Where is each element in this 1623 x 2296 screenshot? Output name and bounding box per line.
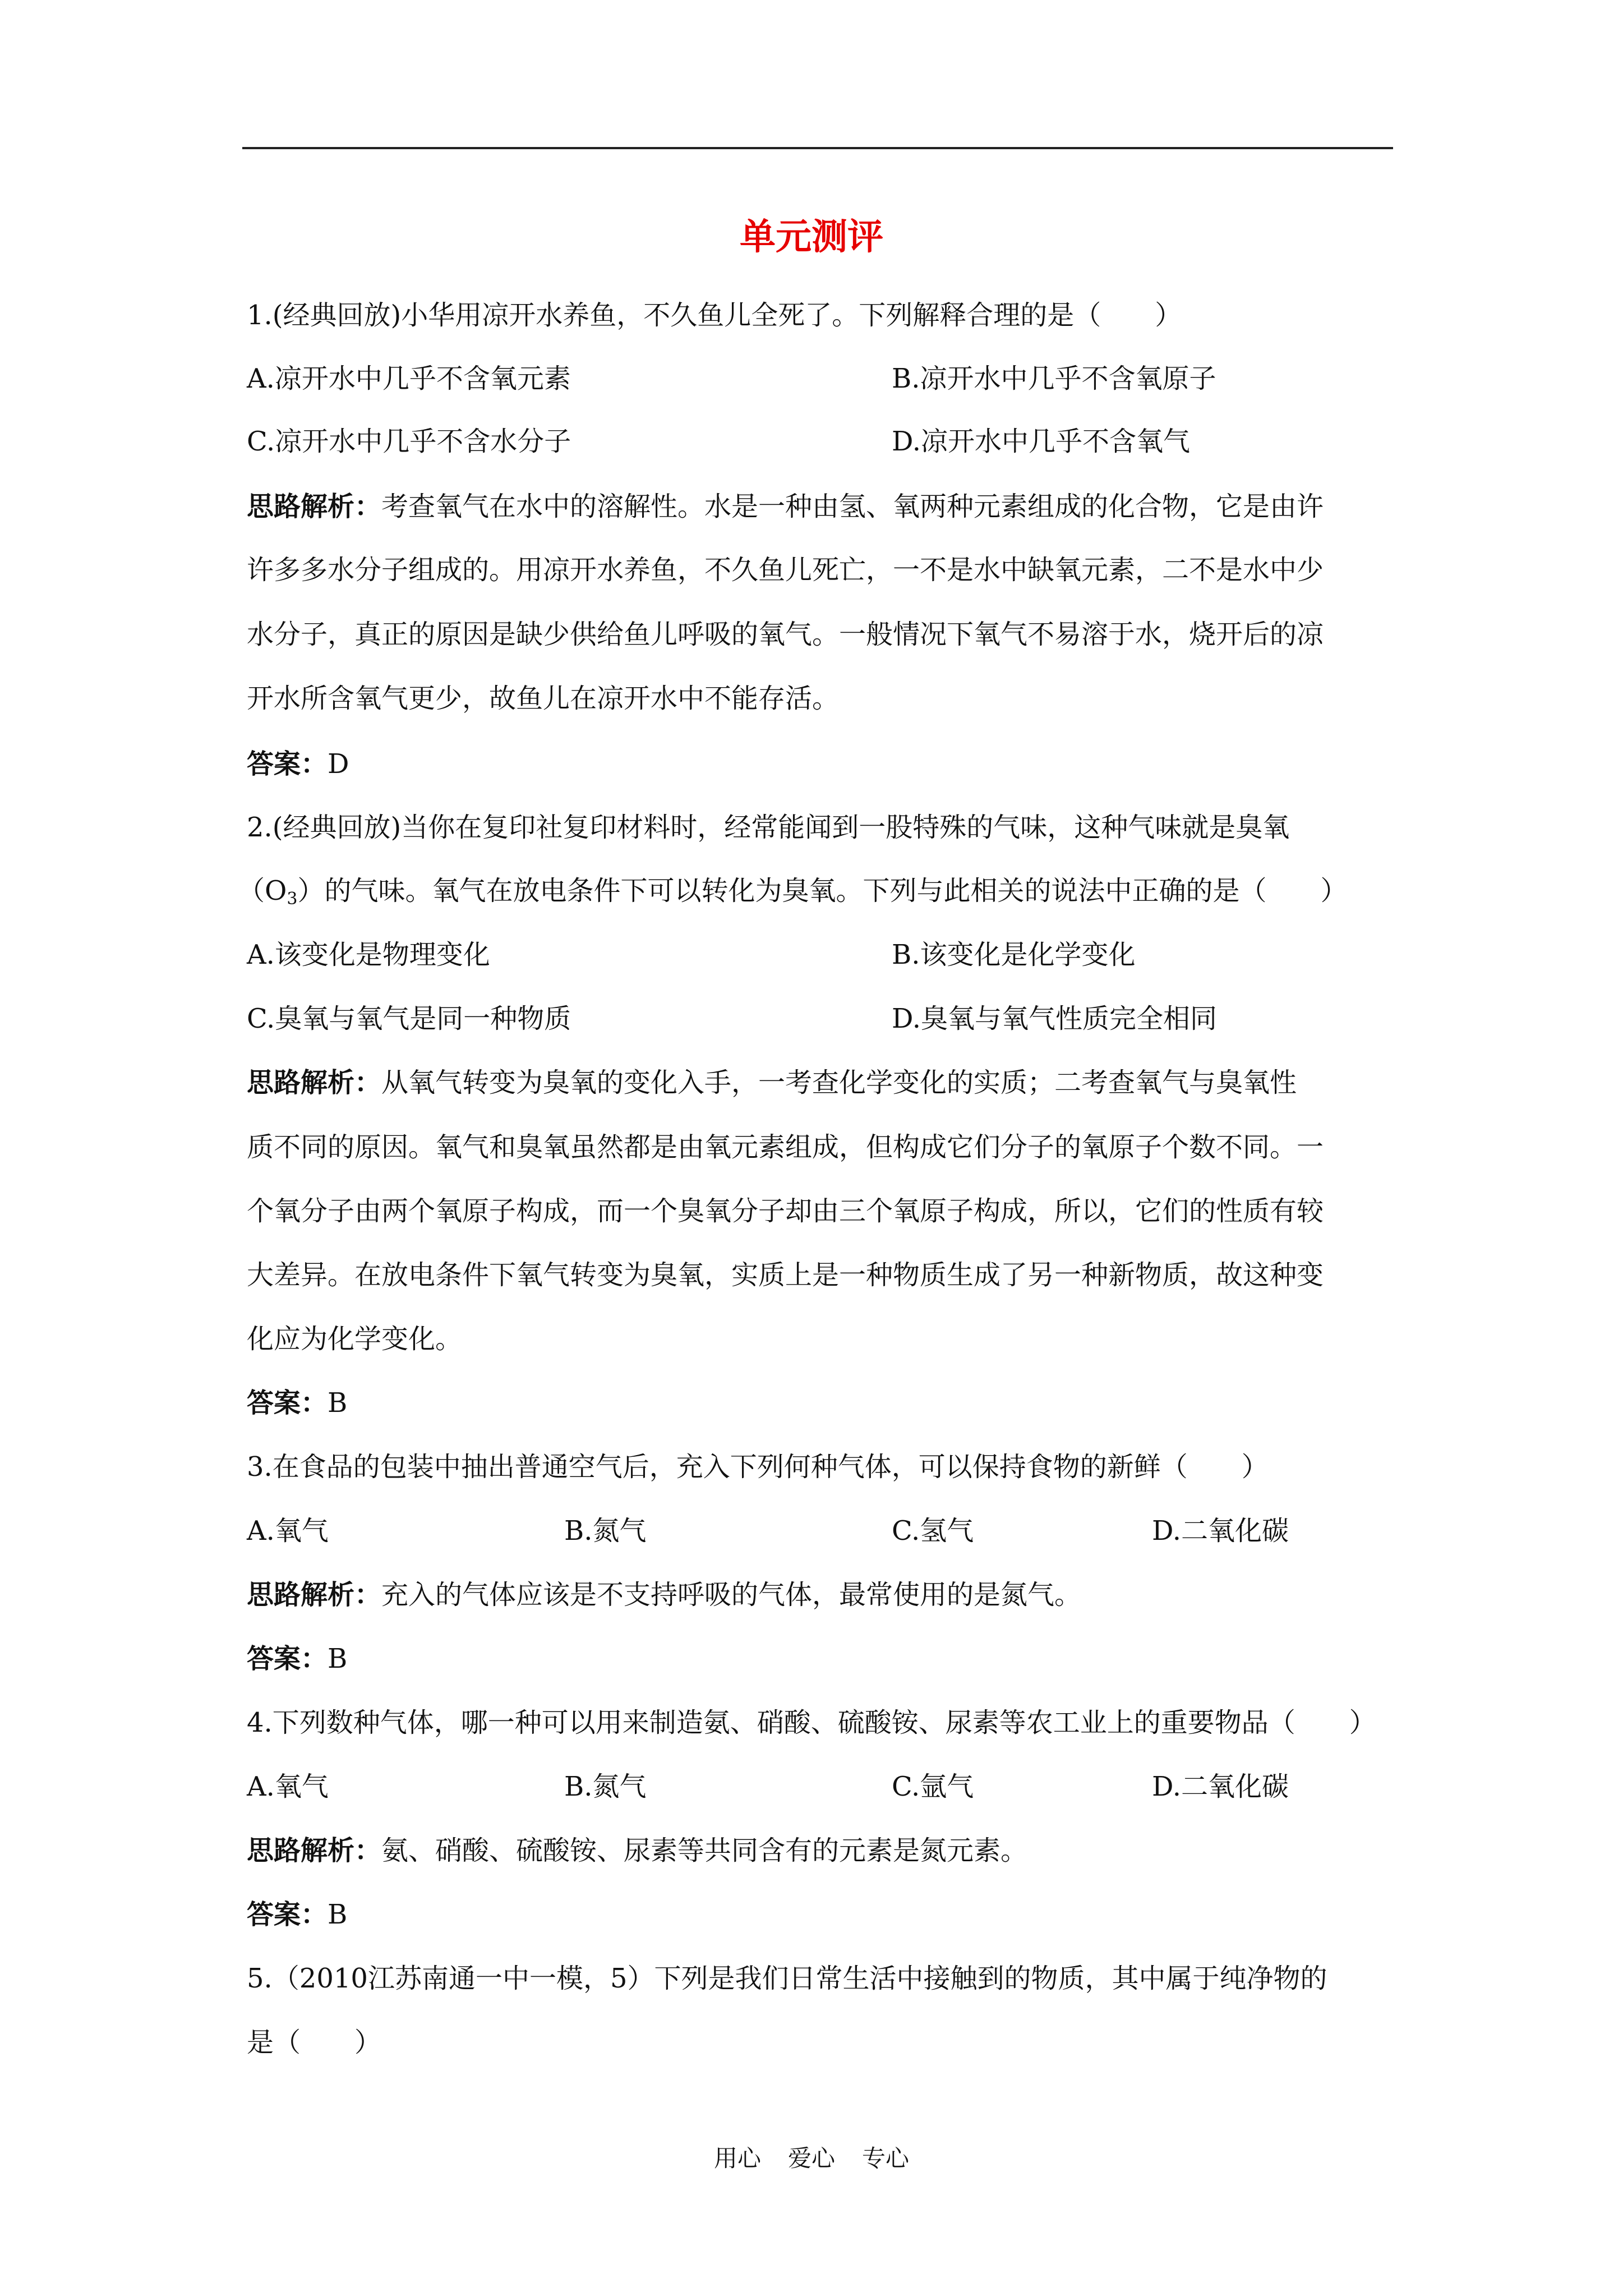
q2-analysis-text-1: 从氧气转变为臭氧的变化入手，一考查化学变化的实质；二考查氧气与臭氧性 [381, 1067, 1297, 1098]
q3-option-d: D.二氧化碳 [1152, 1515, 1289, 1547]
q2-option-c: C.臭氧与氧气是同一种物质 [247, 1003, 571, 1034]
q1-analysis-line-4: 开水所含氧气更少，故鱼儿在凉开水中不能存活。 [247, 683, 840, 714]
q4-option-a: A.氧气 [247, 1771, 329, 1802]
q4-option-d: D.二氧化碳 [1152, 1771, 1289, 1802]
footer-text-1: 用心 [713, 2145, 761, 2172]
q2-answer-value: B [328, 1387, 348, 1419]
q4-answer-value: B [328, 1899, 348, 1930]
q4-option-c: C.氩气 [892, 1771, 974, 1802]
header-rule [242, 147, 1393, 149]
page-footer [0, 2142, 1623, 2175]
q4-answer [247, 1895, 347, 1934]
q1-analysis-label: 思路解析： [247, 491, 382, 522]
q2-option-d: D.臭氧与氧气性质完全相同 [892, 1003, 1218, 1034]
q1-analysis-line-2: 许多多水分子组成的。用凉开水养鱼，不久鱼儿死亡，一不是水中缺氧元素，二不是水中少 [247, 554, 1324, 586]
q2-analysis-line-5: 化应为化学变化。 [247, 1323, 463, 1355]
q4-analysis-line-1 [247, 1831, 1027, 1870]
q2-analysis-line-2: 质不同的原因。氧气和臭氧虽然都是由氧元素组成，但构成它们分子的氧原子个数不同。一 [247, 1131, 1324, 1163]
q2-stem-subscript: 3 [287, 889, 298, 909]
q3-answer-label: 答案： [247, 1643, 328, 1674]
q4-option-b: B.氮气 [564, 1771, 647, 1802]
q2-answer [247, 1383, 347, 1423]
q3-option-a: A.氧气 [247, 1515, 329, 1547]
q1-answer-label: 答案： [247, 748, 328, 780]
q1-analysis-text-1: 考查氧气在水中的溶解性。水是一种由氢、氧两种元素组成的化合物，它是由许 [381, 491, 1324, 522]
q2-stem-line-1: 2.(经典回放)当你在复印社复印材料时，经常能闻到一股特殊的气味，这种气味就是臭氧 [247, 812, 1290, 843]
q4-analysis-text-1: 氨、硝酸、硫酸铵、尿素等共同含有的元素是氮元素。 [381, 1835, 1028, 1866]
q1-analysis-line-3: 水分子，真正的原因是缺少供给鱼儿呼吸的氧气。一般情况下氧气不易溶于水，烧开后的凉 [247, 619, 1324, 650]
q3-answer [247, 1639, 347, 1678]
q4-analysis-label: 思路解析： [247, 1835, 382, 1866]
q1-answer-value: D [328, 748, 349, 780]
q1-option-b: B.凉开水中几乎不含氧原子 [892, 363, 1216, 394]
q4-answer-label: 答案： [247, 1899, 328, 1930]
q3-analysis-label: 思路解析： [247, 1579, 382, 1611]
page-title: 单元测评 [740, 217, 883, 258]
q2-option-a: A.该变化是物理变化 [247, 939, 490, 970]
q3-option-b: B.氮气 [564, 1515, 647, 1547]
footer-text-3: 专心 [862, 2145, 910, 2172]
q5-stem-line-2: 是（ ） [247, 2027, 382, 2058]
q1-option-d: D.凉开水中几乎不含氧气 [892, 426, 1191, 457]
q3-analysis-line-1 [247, 1575, 1081, 1614]
q1-analysis-line-1 [247, 487, 1324, 526]
q2-analysis-line-3: 个氧分子由两个氧原子构成，而一个臭氧分子却由三个氧原子构成，所以，它们的性质有较 [247, 1195, 1324, 1227]
q3-answer-value: B [328, 1643, 348, 1674]
q2-answer-label: 答案： [247, 1387, 328, 1419]
q2-stem-part-b: ）的气味。氧气在放电条件下可以转化为臭氧。下列与此相关的说法中正确的是（ ） [297, 875, 1348, 907]
footer-text-2: 爱心 [787, 2145, 835, 2172]
q5-stem-line-1: 5.（2010江苏南通一中一模，5）下列是我们日常生活中接触到的物质，其中属于纯净物的 [247, 1963, 1327, 1994]
q3-analysis-text-1: 充入的气体应该是不支持呼吸的气体，最常使用的是氮气。 [381, 1579, 1082, 1611]
q2-analysis-line-4: 大差异。在放电条件下氧气转变为臭氧，实质上是一种物质生成了另一种新物质，故这种变 [247, 1259, 1324, 1291]
q2-analysis-label: 思路解析： [247, 1067, 382, 1098]
q1-option-c: C.凉开水中几乎不含水分子 [247, 426, 571, 457]
q1-answer [247, 744, 349, 784]
q3-stem: 3.在食品的包装中抽出普通空气后，充入下列何种气体，可以保持食物的新鲜（ ） [247, 1451, 1269, 1483]
q2-stem-line-2 [238, 871, 1347, 919]
q2-stem-part-a: （O [238, 875, 287, 907]
q1-option-a: A.凉开水中几乎不含氧元素 [247, 363, 571, 394]
q4-stem: 4.下列数种气体，哪一种可以用来制造氨、硝酸、硫酸铵、尿素等农工业上的重要物品（ ） [247, 1707, 1376, 1738]
q1-stem: 1.(经典回放)小华用凉开水养鱼，不久鱼儿全死了。下列解释合理的是（ ） [247, 300, 1182, 331]
q3-option-c: C.氢气 [892, 1515, 974, 1547]
q2-option-b: B.该变化是化学变化 [892, 939, 1136, 970]
q2-analysis-line-1 [247, 1063, 1297, 1102]
